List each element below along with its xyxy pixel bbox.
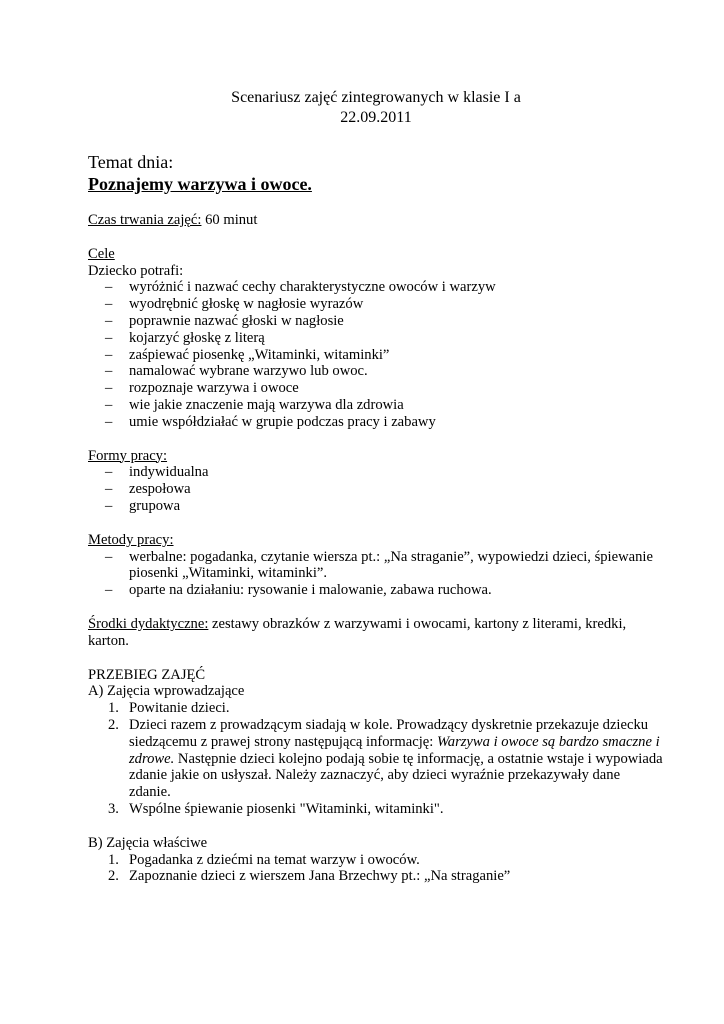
item-text-post: Następnie dzieci kolejno podają sobie tę informację, a ostatnie wstaje i wypowiada zdanie jakie on usłyszał. Należy zaznaczyć, aby dzieci wyraźnie przekazywały dane zdanie. [129, 750, 663, 801]
item-number: 3. [108, 800, 119, 817]
list-item: – wyodrębnić głoskę w nagłosie wyrazów [88, 296, 664, 313]
item-number: 2. [108, 716, 119, 733]
list-item: – indywidualna [88, 464, 664, 481]
item-number: 1. [108, 851, 119, 868]
item-text: Wspólne śpiewanie piosenki "Witaminki, witaminki". [129, 800, 444, 817]
item-text: Powitanie dzieci. [129, 700, 230, 717]
resources-label: Środki dydaktyczne: [88, 615, 209, 632]
resources-value: zestawy obrazków z warzywami i owocami, kartony z literami, kredki, karton. [88, 615, 627, 649]
list-item [88, 801, 664, 818]
section-a-title: A) Zajęcia wprowadzające [88, 683, 245, 700]
topic-title: Poznajemy warzywa i owoce. [88, 174, 312, 194]
list-item: – namalować wybrane warzywo lub owoc. [88, 363, 664, 380]
item-text: Zapoznanie dzieci z wierszem Jana Brzechwy pt.: „Na straganie” [129, 868, 511, 885]
list-item: – zespołowa [88, 481, 664, 498]
forms-list [88, 464, 664, 514]
list-item [88, 852, 664, 869]
item-text: Pogadanka z dziećmi na temat warzyw i owoców. [129, 851, 420, 868]
methods-list [88, 549, 664, 599]
topic-label: Temat dnia: [88, 152, 174, 172]
item-text-pre: Dzieci razem z prowadzącym siadają w kole. Prowadzący dyskretnie przekazuje dziecku siedzącemu z prawej strony następującą informację: [129, 716, 649, 750]
goals-intro: Dziecko potrafi: [88, 262, 184, 279]
list-item: – umie współdziałać w grupie podczas pracy i zabawy [88, 414, 664, 431]
goals-heading: Cele [88, 245, 115, 262]
item-text-emphasis: Warzywa i owoce są bardzo smaczne i zdrowe. [129, 733, 660, 767]
list-item [88, 700, 664, 717]
list-item: – oparte na działaniu: rysowanie i malowanie, zabawa ruchowa. [88, 582, 664, 599]
list-item: – werbalne: pogadanka, czytanie wiersza pt.: „Na straganie”, wypowiedzi dzieci, śpiewanie piosenki „Witaminki, witaminki”. [88, 549, 664, 583]
goals-list [88, 279, 664, 430]
procedure-heading: PRZEBIEG ZAJĘĆ [88, 666, 206, 683]
document-title: Scenariusz zajęć zintegrowanych w klasie I a [231, 89, 521, 106]
list-item [88, 717, 664, 801]
list-item: – wie jakie znaczenie mają warzywa dla zdrowia [88, 397, 664, 414]
duration-line [88, 212, 664, 229]
section-b-title: B) Zajęcia właściwe [88, 834, 208, 851]
item-number: 2. [108, 868, 119, 885]
section-b-list [88, 852, 664, 886]
list-item: – wyróżnić i nazwać cechy charakterystyczne owoców i warzyw [88, 279, 664, 296]
list-item: – poprawnie nazwać głoski w nagłosie [88, 313, 664, 330]
duration-value: 60 minut [201, 212, 258, 228]
list-item: – rozpoznaje warzywa i owoce [88, 380, 664, 397]
duration-label: Czas trwania zajęć: [88, 212, 202, 228]
resources-paragraph [88, 616, 664, 650]
list-item: – kojarzyć głoskę z literą [88, 330, 664, 347]
methods-heading: Metody pracy: [88, 531, 174, 548]
forms-heading: Formy pracy: [88, 447, 168, 464]
list-item: – grupowa [88, 498, 664, 515]
list-item: – zaśpiewać piosenkę „Witaminki, witaminki” [88, 347, 664, 364]
list-item [88, 868, 664, 885]
item-number: 1. [108, 700, 119, 717]
section-a-list [88, 700, 664, 818]
document-date: 22.09.2011 [340, 109, 412, 126]
